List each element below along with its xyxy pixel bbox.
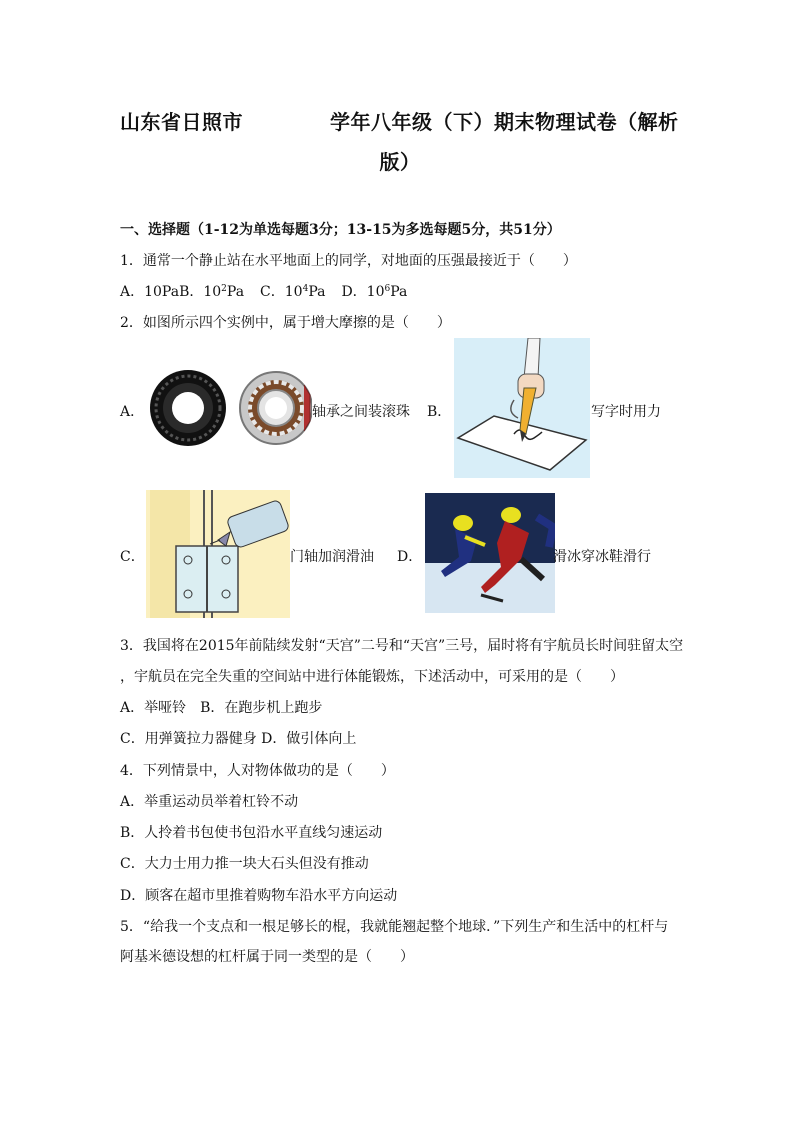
q4-option-d: D．顾客在超市里推着购物车沿水平方向运动 <box>120 888 398 904</box>
q5-stem-line2: 阿基米德设想的杠杆属于同一类型的是（ ） <box>120 949 414 965</box>
q2-option-d-letter: D． <box>397 549 423 565</box>
q3-stem-line1: 3．我国将在2015年前陆续发射“天宫”二号和“天宫”三号，届时将有宇航员长时间驻留太空 <box>120 638 684 654</box>
q2-option-c-caption: 门轴加润滑油 <box>290 549 374 565</box>
q2-option-a-letter: A． <box>120 404 145 420</box>
q3-options-ab: A．举哑铃 B．在跑步机上跑步 <box>120 700 323 716</box>
writing-image <box>454 338 590 478</box>
q1-option-a: A．10Pa <box>120 284 180 300</box>
exam-title-line2: 版） <box>379 150 421 174</box>
q2-option-c-letter: C． <box>120 549 145 565</box>
q1-option-d: D．$10^6Pa$ <box>341 284 408 300</box>
q4-option-a: A．举重运动员举着杠铃不动 <box>120 794 299 810</box>
section-heading: 一、选择题（1-12为单选每题3分；13-15为多选每题5分，共51分） <box>120 222 561 238</box>
q2-option-b-caption: 写字时用力 <box>591 404 661 420</box>
speed-skating-image <box>425 493 555 613</box>
q3-stem-line2: ，宇航员在完全失重的空间站中进行体能锻炼，下述活动中，可采用的是（ ） <box>120 669 624 685</box>
exam-title-main: 学年八年级（下）期末物理试卷（解析 <box>330 110 679 134</box>
q2-option-d-caption: 滑冰穿冰鞋滑行 <box>553 549 651 565</box>
q1-option-b: B．$10^2Pa$ <box>179 284 245 300</box>
q2-option-a-caption: 轴承之间装滚珠 <box>312 404 410 420</box>
q1-stem: 1．通常一个静止站在水平地面上的同学，对地面的压强最接近于（ ） <box>120 253 577 269</box>
q5-stem-line1: 5．“给我一个支点和一根足够长的棍，我就能翘起整个地球．”下列生产和生活中的杠杆与 <box>120 919 669 935</box>
q1-option-c: C．$10^4Pa$ <box>260 284 326 300</box>
q2-stem: 2．如图所示四个实例中，属于增大摩擦的是（ ） <box>120 315 451 331</box>
door-hinge-image <box>146 490 290 618</box>
q2-option-b-letter: B． <box>427 404 452 420</box>
bearing-images <box>146 365 312 451</box>
q3-options-cd: C．用弹簧拉力器健身 D．做引体向上 <box>120 731 357 747</box>
q4-option-b: B．人拎着书包使书包沿水平直线匀速运动 <box>120 825 383 841</box>
q4-stem: 4．下列情景中，人对物体做功的是（ ） <box>120 763 395 779</box>
q1-options <box>120 281 407 301</box>
exam-title-region: 山东省日照市 <box>120 110 243 134</box>
q4-option-c: C．大力士用力推一块大石头但没有推动 <box>120 856 369 872</box>
